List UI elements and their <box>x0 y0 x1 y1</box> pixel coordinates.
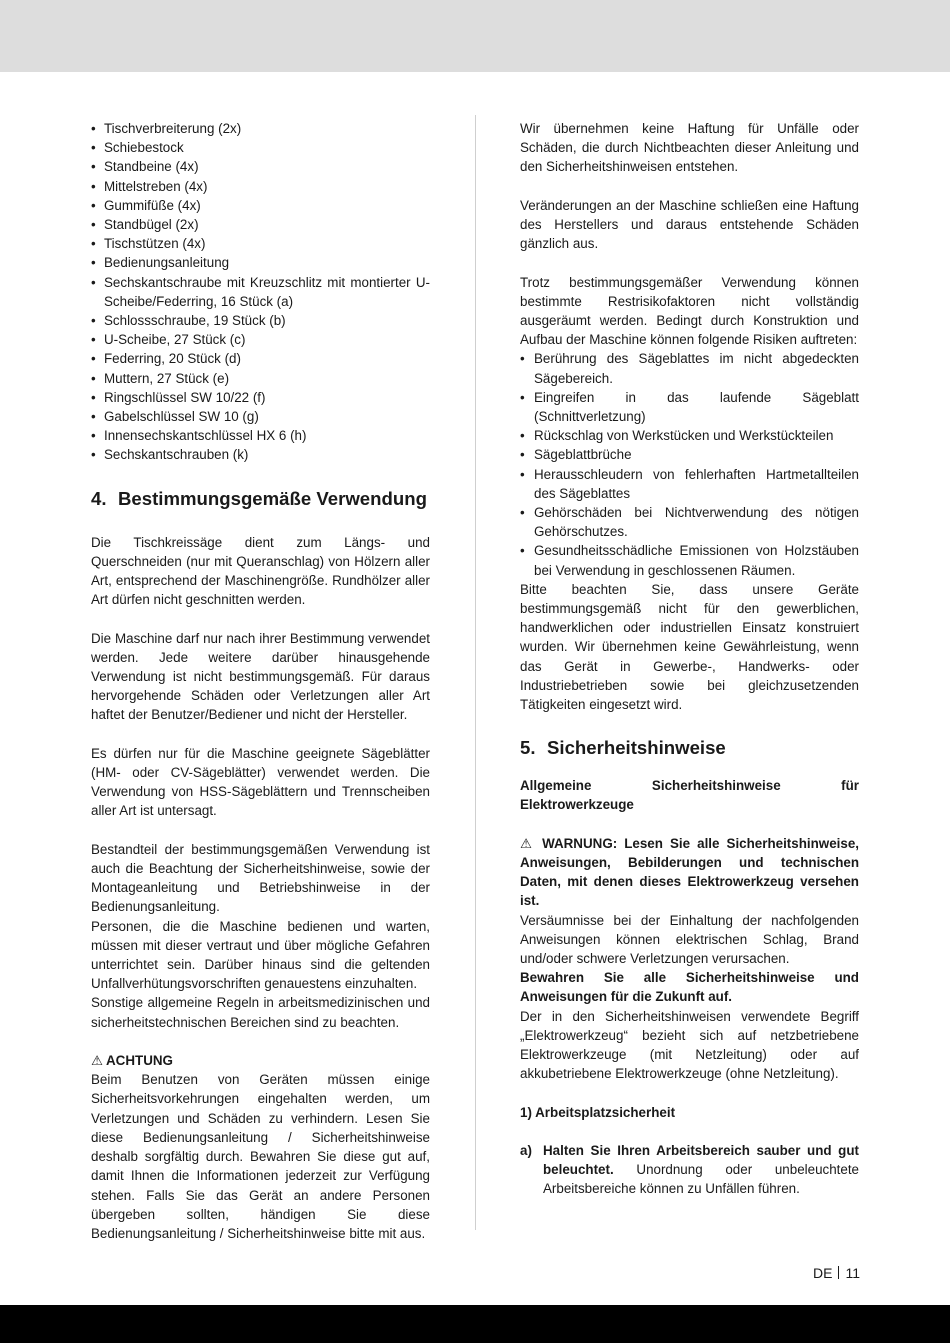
achtung-text: Beim Benutzen von Geräten müssen einige Sicherheitsvorkehrungen eingehalten werden, um Verletzungen und Schäden zu verhindern. Lesen Sie diese Bedienungsanleitung / Sicherheitshinweise deshalb sorgfältig durch. Bewahren Sie diese gut auf, damit Ihnen die Informationen jederzeit zur Verfügung stehen. Falls Sie das Gerät an andere Personen übergeben sollten, händigen Sie diese Bedienungsanleitung / Sicherheitshinweise bitte mit aus. <box>91 1072 430 1241</box>
residual-risk-intro: Trotz bestimmungsgemäßer Verwendung können bestimmte Restrisikofaktoren nicht vollständig ausgeräumt werden. Bedingt durch Konstruktion und Aufbau der Maschine können folgende Risiken auftreten: <box>520 274 859 348</box>
list-item: • Sechskantschraube mit Kreuzschlitz mit montierter U-Scheibe/Federring, 16 Stück (a) <box>91 273 430 311</box>
achtung-label: ACHTUNG <box>106 1053 173 1069</box>
liability-paragraph-1: Wir übernehmen keine Haftung für Unfälle oder Schäden, die durch Nichtbeachten dieser Anleitung und den Sicherheitshinweisen entstehen. <box>520 121 859 175</box>
left-column <box>91 119 430 1243</box>
list-item: • Sechskantschrauben (k) <box>91 445 430 464</box>
separator <box>838 1266 839 1279</box>
bottom-band <box>0 1305 950 1343</box>
list-item: • Gabelschlüssel SW 10 (g) <box>91 407 430 426</box>
language-code: DE <box>813 1265 833 1281</box>
column-divider <box>475 115 476 1230</box>
section-4-title: Bestimmungsgemäße Verwendung <box>118 487 427 509</box>
list-item: • Tischstützen (4x) <box>91 234 430 253</box>
parts-list <box>91 119 430 465</box>
list-item: • Gehörschäden bei Nichtverwendung des nötigen Gehörschutzes. <box>520 503 859 541</box>
list-item: • Eingreifen in das laufende Sägeblatt (Schnittverletzung) <box>520 388 859 426</box>
right-column <box>520 119 859 1199</box>
warning-icon: ⚠ <box>91 1053 104 1069</box>
section-4-heading <box>91 487 430 511</box>
list-item: • Federring, 20 Stück (d) <box>91 349 430 368</box>
list-item: • Innensechskantschlüssel HX 6 (h) <box>91 426 430 445</box>
list-item: • Herausschleudern von fehlerhaften Hartmetallteilen des Sägeblattes <box>520 465 859 503</box>
section-4-number: 4. <box>91 487 107 509</box>
workplace-safety-heading: 1) Arbeitsplatzsicherheit <box>520 1104 676 1120</box>
warranty-paragraph: Bitte beachten Sie, dass unsere Geräte bestimmungsgemäß nicht für den gewerblichen, handwerklichen oder industriellen Einsatz konstruiert wurden. Wir übernehmen keine Gewährleistung, wenn das Gerät in Gewerbe-, Handwerks- oder Industriebetrieben sowie bei gleichzusetzenden Tätigkeiten eingesetzt wird. <box>520 581 859 713</box>
top-band <box>0 0 950 72</box>
section-4-paragraph-4: Bestandteil der bestimmungsgemäßen Verwendung ist auch die Beachtung der Sicherheitshinweise, sowie der Montageanleitung und Betriebshinweise in der Bedienungsanleitung. <box>91 841 430 915</box>
list-item: • Mittelstreben (4x) <box>91 177 430 196</box>
section-5-subtitle: Allgemeine Sicherheitshinweise für Elektrowerkzeuge <box>520 778 859 813</box>
section-5-title: Sicherheitshinweise <box>547 737 726 759</box>
list-item: • Schlossschraube, 19 Stück (b) <box>91 311 430 330</box>
list-item: • Ringschlüssel SW 10/22 (f) <box>91 388 430 407</box>
item-a-text: Unordnung oder unbeleuchtete Arbeitsbereiche können zu Unfällen führen. <box>543 1162 859 1197</box>
section-4-paragraph-2: Die Maschine darf nur nach ihrer Bestimmung verwendet werden. Jede weitere darüber hinausgehende Verwendung ist nicht bestimmungsgemäß. Für daraus hervorgehende Schäden oder Verletzungen aller Art haftet der Benutzer/Bediener und nicht der Hersteller. <box>91 630 430 723</box>
warning-bold-text: WARNUNG: Lesen Sie alle Sicherheitshinweise, Anweisungen, Bebilderungen und technischen Daten, mit denen dieses Elektrowerkzeug versehen ist. <box>520 835 859 909</box>
achtung-heading <box>91 1051 430 1070</box>
safety-item-a <box>520 1141 859 1199</box>
list-item: • Gummifüße (4x) <box>91 196 430 215</box>
section-4-paragraph-1: Die Tischkreissäge dient zum Längs- und Querschneiden (nur mit Queranschlag) von Hölzern aller Art, entsprechend der Maschinengröße. Rundhölzer aller Art dürfen nicht geschnitten werden. <box>91 534 430 608</box>
item-a-bold: Halten Sie Ihren Arbeitsbereich sauber und gut beleuchtet. <box>543 1143 859 1178</box>
list-item: • Tischverbreiterung (2x) <box>91 119 430 138</box>
list-item: • Sägeblattbrüche <box>520 445 859 464</box>
warning-heading <box>520 834 859 911</box>
list-item: • Standbügel (2x) <box>91 215 430 234</box>
list-item: • Schiebestock <box>91 138 430 157</box>
page-index: 11 <box>845 1265 860 1281</box>
list-item: • Bedienungsanleitung <box>91 253 430 272</box>
term-definition-text: Der in den Sicherheitshinweisen verwendete Begriff „Elektrowerkzeug“ bezieht sich auf netzbetriebene Elektrowerkzeuge (mit Netzleitung) oder auf akkubetriebene Elektrowerkzeuge (ohne Netzleitung). <box>520 1008 859 1082</box>
keep-instructions-text: Bewahren Sie alle Sicherheitshinweise und Anweisungen für die Zukunft auf. <box>520 970 859 1005</box>
liability-paragraph-2: Veränderungen an der Maschine schließen eine Haftung des Herstellers und daraus entstehende Schäden gänzlich aus. <box>520 197 859 252</box>
list-item: • Berührung des Sägeblattes im nicht abgedeckten Sägebereich. <box>520 349 859 387</box>
section-4-paragraph-5: Personen, die die Maschine bedienen und warten, müssen mit dieser vertraut und über mögliche Gefahren unterrichtet sein. Darüber hinaus sind die geltenden Unfallverhütungsvorschriften genauestens einzuhalten. <box>91 918 430 992</box>
list-item: • U-Scheibe, 27 Stück (c) <box>91 330 430 349</box>
section-4-paragraph-6: Sonstige allgemeine Regeln in arbeitsmedizinischen und sicherheitstechnischen Bereichen sind zu beachten. <box>91 995 430 1030</box>
section-5-number: 5. <box>520 737 536 759</box>
risk-list <box>520 349 859 579</box>
list-item: • Muttern, 27 Stück (e) <box>91 369 430 388</box>
section-5-heading <box>520 736 859 760</box>
warning-icon: ⚠ <box>520 835 533 851</box>
section-4-paragraph-3: Es dürfen nur für die Maschine geeignete Sägeblätter (HM- oder CV-Sägeblätter) verwendet werden. Die Verwendung von HSS-Sägeblättern und Trennscheiben aller Art ist untersagt. <box>91 745 430 819</box>
list-item: • Standbeine (4x) <box>91 157 430 176</box>
warning-text: Versäumnisse bei der Einhaltung der nachfolgenden Anweisungen können elektrischen Schlag, Brand und/oder schwere Verletzungen verursachen. <box>520 912 859 967</box>
item-marker: a) <box>520 1143 532 1159</box>
page-number <box>805 1264 860 1282</box>
list-item: • Rückschlag von Werkstücken und Werkstückteilen <box>520 426 859 445</box>
list-item: • Gesundheitsschädliche Emissionen von Holzstäuben bei Verwendung in geschlossenen Räumen. <box>520 541 859 579</box>
